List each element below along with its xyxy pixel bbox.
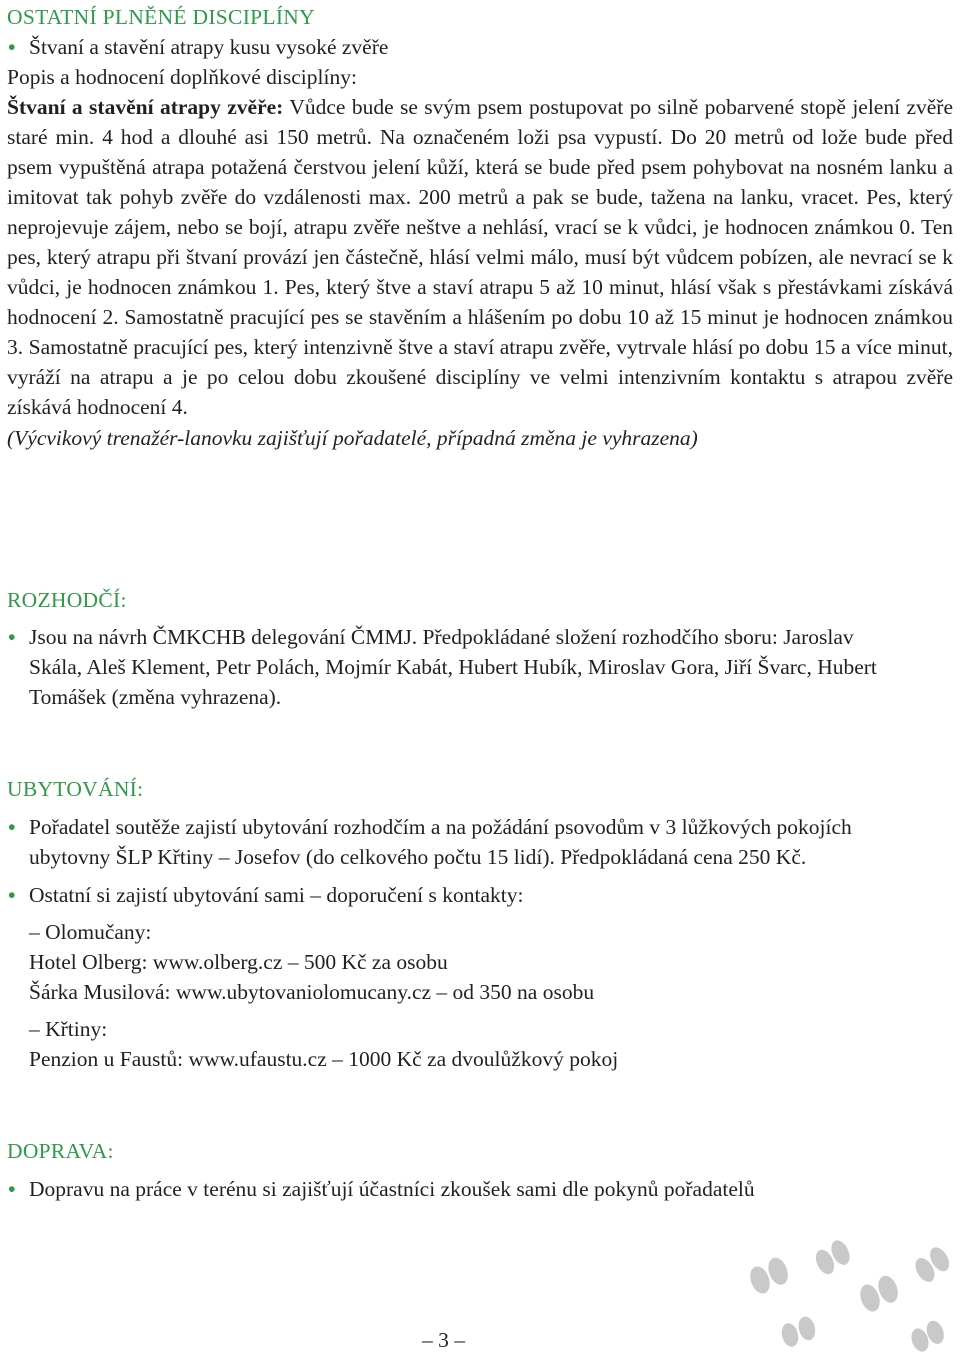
accommodation-line: Hotel Olberg: www.olberg.cz – 500 Kč za osobu — [29, 950, 448, 974]
lead-text: Štvaní a stavění atrapy zvěře: — [7, 95, 284, 119]
section-ubytovani — [7, 812, 953, 1074]
bullet-text: Ostatní si zajistí ubytování sami – doporučení s kontakty: — [29, 883, 524, 907]
section-ostatni — [7, 32, 953, 453]
bullet-text: Jsou na návrh ČMKCHB delegování ČMMJ. Předpokládané složení rozhodčího sboru: Jaroslav Skála, Aleš Klement, Petr Polách, Mojmír Kabát, Hubert Hubík, Miroslav Gora, Jiří Švarc, Hubert Tomášek (změna vyhrazena). — [29, 625, 877, 709]
subtitle: Popis a hodnocení doplňkové disciplíny: — [7, 65, 357, 89]
bullet-icon: • — [8, 1177, 16, 1201]
place-olomucany: – Olomučany: — [29, 920, 152, 944]
bullet-item — [7, 880, 953, 910]
accommodation-line: Penzion u Faustů: www.ufaustu.cz – 1000 Kč za dvoulůžkový pokoj — [29, 1047, 619, 1071]
bullet-icon: • — [8, 815, 16, 839]
section-doprava — [7, 1174, 953, 1204]
bullet-text: Štvaní a stavění atrapy kusu vysoké zvěře — [29, 35, 389, 59]
bullet-item — [7, 32, 953, 62]
section-heading-ubytovani: UBYTOVÁNÍ: — [7, 777, 144, 801]
bullet-item — [7, 812, 869, 872]
bullet-icon: • — [8, 883, 16, 907]
section-heading-doprava: DOPRAVA: — [7, 1139, 114, 1163]
section-heading-ostatni: OSTATNÍ PLNĚNÉ DISCIPLÍNY — [7, 5, 315, 29]
section-heading-rozhodci: ROZHODČÍ: — [7, 588, 127, 612]
bullet-icon: • — [8, 625, 16, 649]
place-krtiny: – Křtiny: — [29, 1017, 108, 1041]
body-text: Vůdce bude se svým psem postupovat po silně pobarvené stopě jelení zvěře staré min. 4 hod a dlouhé asi 150 metrů. Na označeném loži psa vypustí. Do 20 metrů od lože bude před psem vypuštěná atrapa potažená čerstvou jelení kůží, která se bude před psem pohybovat na nosném lanku a imitovat tak pohyb zvěře do vzdálenosti max. 200 metrů a pak se bude, tažena na lanku, vracet. Pes, který neprojevuje zájem, nebo se bojí, atrapu zvěře neštve a nehlásí, vrací se k vůdci, je hodnocen známkou 0. Ten pes, který atrapu při štvaní provází jen částečně, hlásí velmi málo, musí být vůdcem pobízen, ale nevrací se k vůdci, je hodnocen známkou 1. Pes, který štve a staví atrapu 5 až 10 minut, hlásí však s přestávkami získává hodnocení 2. Samostatně pracující pes se stavěním a hlášením po dobu 10 až 15 minut je hodnocen známkou 3. Samostatně pracující pes, který intenzivně štve a staví atrapu zvěře, vytrvale hlásí po dobu 15 a více minut, vyráží na atrapu a je po celou dobu zkoušené disciplíny ve velmi intenzivním kontaktu s atrapou zvěře získává hodnocení 4. — [7, 95, 953, 419]
animal-tracks-icon — [720, 1240, 960, 1360]
bullet-text: Pořadatel soutěže zajistí ubytování rozhodčím a na požádání psovodům v 3 lůžkových pokojích ubytovny ŠLP Křtiny – Josefov (do celkového počtu 15 lidí). Předpokládaná cena 250 Kč. — [29, 815, 852, 869]
section-rozhodci — [7, 622, 953, 712]
accommodation-line: Šárka Musilová: www.ubytovaniolomucany.cz – od 350 na osobu — [29, 980, 595, 1004]
note-text: (Výcvikový trenažér-lanovku zajišťují pořadatelé, případná změna je vyhrazena) — [7, 426, 698, 450]
bullet-item — [7, 622, 889, 712]
paragraph-description — [7, 92, 953, 422]
bullet-icon: • — [8, 35, 16, 59]
bullet-text: Dopravu na práce v terénu si zajišťují účastníci zkoušek sami dle pokynů pořadatelů — [29, 1177, 755, 1201]
page-number: – 3 – — [422, 1328, 465, 1352]
bullet-item — [7, 1174, 859, 1204]
